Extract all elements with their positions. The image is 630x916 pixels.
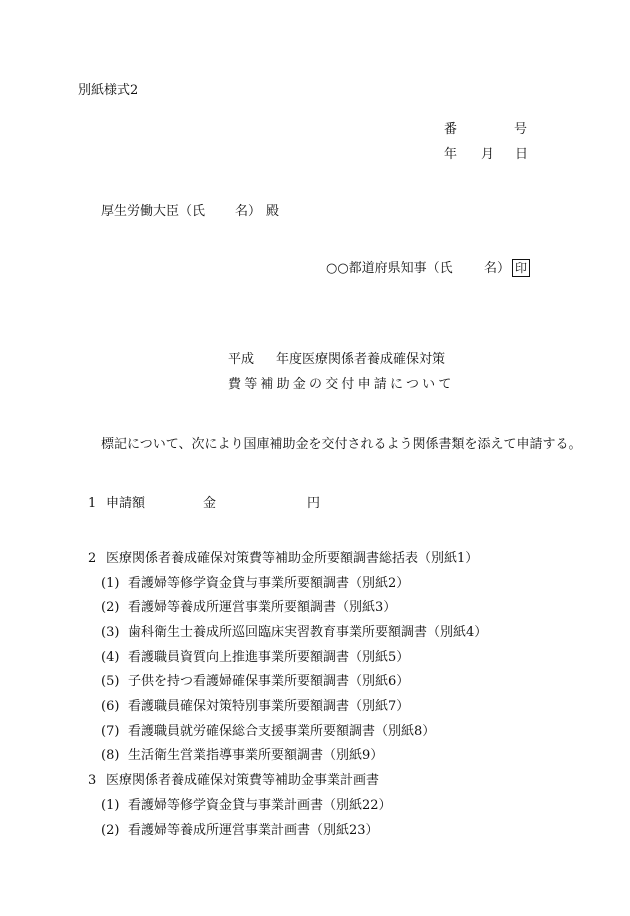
section1-number: 1 bbox=[88, 496, 97, 511]
list-item bbox=[101, 749, 383, 762]
form-label: 別紙様式2 bbox=[78, 83, 139, 98]
list-item-number: (3) bbox=[101, 625, 120, 640]
list-item-text: 生活衛生営業指導事業所要額調書（別紙9） bbox=[128, 748, 384, 763]
number-suffix: 号 bbox=[514, 122, 528, 137]
number-label: 番 bbox=[444, 122, 458, 137]
list-item-text: 看護職員就労確保総合支援事業所要額調書（別紙8） bbox=[128, 724, 436, 739]
body-text: 標記について、次により国庫補助金を交付されるよう関係書類を添えて申請する。 bbox=[101, 437, 582, 452]
list-item-number: (8) bbox=[101, 748, 120, 763]
title-line2: 費等補助金の交付申請について bbox=[228, 377, 455, 392]
addressee-honorific: 殿 bbox=[266, 204, 280, 219]
list-item bbox=[101, 824, 379, 837]
list-item bbox=[101, 700, 409, 713]
list-item bbox=[101, 626, 487, 639]
sender-prefix: ○○都道府県知事（氏 bbox=[326, 261, 453, 276]
list-item bbox=[101, 799, 392, 812]
list-item-number: (2) bbox=[101, 823, 120, 838]
list-item-number: (5) bbox=[101, 674, 120, 689]
section1-kin: 金 bbox=[203, 496, 217, 511]
date-day: 日 bbox=[515, 147, 529, 162]
section1-label: 申請額 bbox=[106, 496, 146, 511]
list-item-text: 歯科衛生士養成所巡回臨床実習教育事業所要額調書（別紙4） bbox=[128, 625, 488, 640]
section2-number: 2 bbox=[88, 551, 97, 566]
list-item-number: (1) bbox=[101, 798, 120, 813]
section3-number: 3 bbox=[88, 773, 97, 788]
list-item bbox=[101, 601, 396, 614]
list-item-number: (1) bbox=[101, 576, 120, 591]
list-item-number: (2) bbox=[101, 600, 120, 615]
section2-heading: 医療関係者養成確保対策費等補助金所要額調書総括表（別紙1） bbox=[106, 551, 479, 566]
sender-name-close: 名） bbox=[484, 261, 511, 276]
list-item-text: 看護婦等修学資金貸与事業計画書（別紙22） bbox=[128, 798, 392, 813]
seal-stamp bbox=[512, 259, 530, 277]
list-item-text: 看護職員確保対策特別事業所要額調書（別紙7） bbox=[128, 699, 410, 714]
seal-label: 印 bbox=[512, 259, 530, 277]
date-month: 月 bbox=[481, 147, 495, 162]
addressee-name-close: 名） bbox=[235, 204, 262, 219]
title-era: 平成 bbox=[228, 352, 255, 367]
list-item bbox=[101, 651, 409, 664]
list-item-text: 看護婦等修学資金貸与事業所要額調書（別紙2） bbox=[128, 576, 410, 591]
list-item-number: (6) bbox=[101, 699, 120, 714]
list-item bbox=[101, 577, 409, 590]
section1-yen: 円 bbox=[307, 496, 321, 511]
list-item bbox=[101, 675, 409, 688]
section3-heading: 医療関係者養成確保対策費等補助金事業計画書 bbox=[106, 773, 380, 788]
list-item-text: 看護婦等養成所運営事業所要額調書（別紙3） bbox=[128, 600, 397, 615]
list-item-text: 看護職員資質向上推進事業所要額調書（別紙5） bbox=[128, 650, 410, 665]
title-line1: 年度医療関係者養成確保対策 bbox=[276, 352, 446, 367]
list-item-text: 子供を持つ看護婦確保事業所要額調書（別紙6） bbox=[128, 674, 410, 689]
list-item-number: (7) bbox=[101, 724, 120, 739]
list-item bbox=[101, 725, 435, 738]
date-year: 年 bbox=[444, 147, 458, 162]
list-item-number: (4) bbox=[101, 650, 120, 665]
addressee-prefix: 厚生労働大臣（氏 bbox=[101, 204, 206, 219]
list-item-text: 看護婦等養成所運営事業計画書（別紙23） bbox=[128, 823, 379, 838]
